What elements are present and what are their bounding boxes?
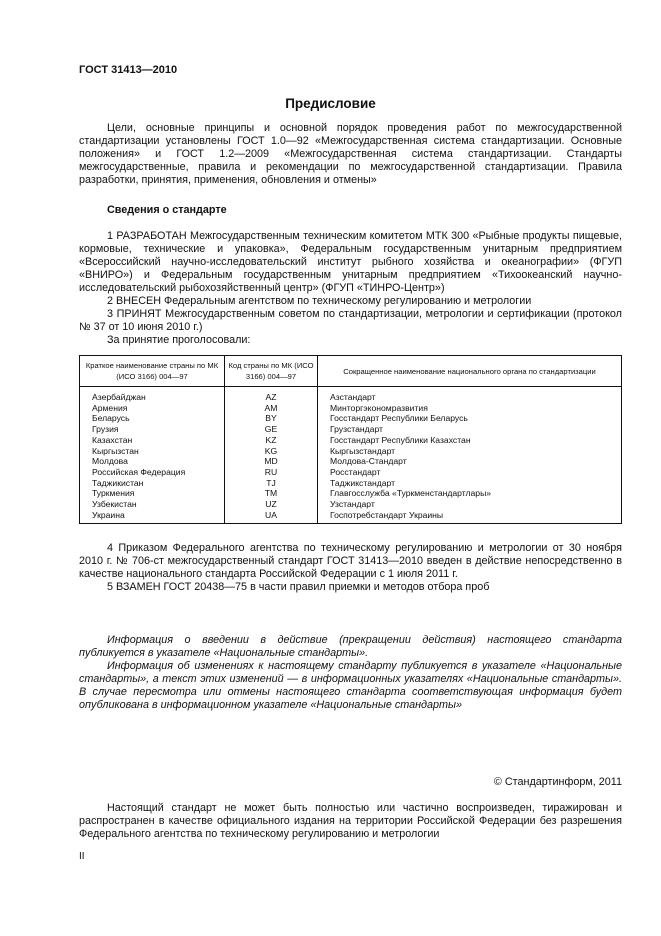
table-row: [80, 499, 622, 510]
cell-code: TM: [225, 488, 318, 499]
standard-info-list-2: [79, 542, 622, 594]
info-note-1: Информация о введении в действие (прекращении действия) настоящего стандарта публикуется в указателе «Национальные стандарты».: [79, 634, 622, 659]
cell-body: Азстандарт: [318, 387, 622, 403]
table-row: [80, 403, 622, 414]
cell-code: GE: [225, 424, 318, 435]
table-row: [80, 467, 622, 478]
voters-label: За принятие проголосовали:: [107, 334, 251, 346]
cell-code: BY: [225, 413, 318, 424]
table-row: [80, 488, 622, 499]
intro-paragraph: [79, 122, 622, 187]
cell-body: Грузстандарт: [318, 424, 622, 435]
section-title: Сведения о стандарте: [107, 204, 227, 216]
table-row: [80, 478, 622, 489]
item-2: 2 ВНЕСЕН Федеральным агентством по техническому регулированию и метрологии: [107, 295, 532, 307]
col-header-code: Код страны по МК (ИСО 3166) 004—97: [225, 356, 318, 387]
page-title: Предисловие: [285, 96, 376, 111]
cell-code: UZ: [225, 499, 318, 510]
table-row: [80, 510, 622, 524]
cell-body: Молдова-Стандарт: [318, 456, 622, 467]
col-header-body: Сокращенное наименование национального органа по стандартизации: [318, 356, 622, 387]
cell-country: Азербайджан: [80, 387, 225, 403]
cell-code: UA: [225, 510, 318, 524]
cell-body: Минторгэкономразвития: [318, 403, 622, 414]
cell-code: TJ: [225, 478, 318, 489]
table-row: [80, 435, 622, 446]
cell-country: Казахстан: [80, 435, 225, 446]
cell-country: Узбекистан: [80, 499, 225, 510]
cell-body: Таджикстандарт: [318, 478, 622, 489]
page-number: II: [79, 851, 85, 862]
item-3: 3 ПРИНЯТ Межгосударственным советом по стандартизации, метрологии и сертификации (протокол № 37 от 10 июня 2010 г.): [79, 308, 622, 333]
cell-country: Украина: [80, 510, 225, 524]
cell-country: Туркмения: [80, 488, 225, 499]
cell-code: AM: [225, 403, 318, 414]
cell-country: Кыргызстан: [80, 446, 225, 457]
cell-body: Росстандарт: [318, 467, 622, 478]
cell-code: KG: [225, 446, 318, 457]
cell-country: Грузия: [80, 424, 225, 435]
voting-table: [79, 355, 622, 524]
cell-body: Госпотребстандарт Украины: [318, 510, 622, 524]
cell-country: Молдова: [80, 456, 225, 467]
cell-body: Госстандарт Республики Казахстан: [318, 435, 622, 446]
standard-info-list: [79, 230, 622, 347]
cell-country: Беларусь: [80, 413, 225, 424]
table-row: [80, 424, 622, 435]
cell-country: Таджикистан: [80, 478, 225, 489]
info-note-2: Информация об изменениях к настоящему стандарту публикуется в указателе «Национальные стандарты», а текст этих изменений — в информационных указателях «Национальные стандарты». В случае пересмотра или отмены настоящего стандарта соответствующая информация будет опубликована в информационном указателе «Национальные стандарты»: [79, 660, 622, 711]
table-row: [80, 456, 622, 467]
info-notes: [79, 634, 622, 712]
table-row: [80, 413, 622, 424]
intro-text: Цели, основные принципы и основной порядок проведения работ по межгосударственной стандартизации установлены ГОСТ 1.0—92 «Межгосударственная система стандартизации. Основные положения» и ГОСТ 1.2—2009 «Межгосударственная система стандартизации. Стандарты межгосударственные, правила и рекомендации по межгосударственной стандартизации. Правила разработки, принятия, применения, обновления и отмены»: [79, 122, 622, 186]
document-header: ГОСТ 31413—2010: [79, 64, 178, 76]
cell-country: Российская Федерация: [80, 467, 225, 478]
table-row: [80, 387, 622, 403]
notice-text: Настоящий стандарт не может быть полностью или частично воспроизведен, тиражирован и распространен в качестве официального издания на территории Российской Федерации без разрешения Федерального агентства по техническому регулированию и метрологии: [79, 802, 622, 840]
cell-body: Кыргызстандарт: [318, 446, 622, 457]
cell-country: Армения: [80, 403, 225, 414]
cell-code: MD: [225, 456, 318, 467]
item-5: 5 ВЗАМЕН ГОСТ 20438—75 в части правил приемки и методов отбора проб: [107, 581, 490, 593]
col-header-country: Краткое наименование страны по МК (ИСО 3166) 004—97: [80, 356, 225, 387]
cell-body: Главгосслужба «Туркменстандартлары»: [318, 488, 622, 499]
cell-code: RU: [225, 467, 318, 478]
item-1: 1 РАЗРАБОТАН Межгосударственным техническим комитетом МТК 300 «Рыбные продукты пищевые, кормовые, технические и упаковка», Федеральным государственным унитарным предприятием «Всероссийский научно-исследовательский институт рыбного хозяйства и океанографии» (ФГУП «ВНИРО») и Федеральным государственным унитарным предприятием «Тихоокеанский научно-исследовательский рыбохозяйственный центр» (ФГУП «ТИНРО-Центр»): [79, 230, 622, 294]
cell-code: KZ: [225, 435, 318, 446]
cell-code: AZ: [225, 387, 318, 403]
cell-body: Госстандарт Республики Беларусь: [318, 413, 622, 424]
item-4: 4 Приказом Федерального агентства по техническому регулированию и метрологии от 30 ноября 2010 г. № 706-ст межгосударственный стандарт ГОСТ 31413—2010 введен в действие непосредственно в качестве национального стандарта Российской Федерации с 1 июля 2011 г.: [79, 542, 622, 580]
cell-body: Узстандарт: [318, 499, 622, 510]
copyright: © Стандартинформ, 2011: [493, 776, 622, 788]
notice-paragraph: [79, 802, 622, 841]
table-row: [80, 446, 622, 457]
